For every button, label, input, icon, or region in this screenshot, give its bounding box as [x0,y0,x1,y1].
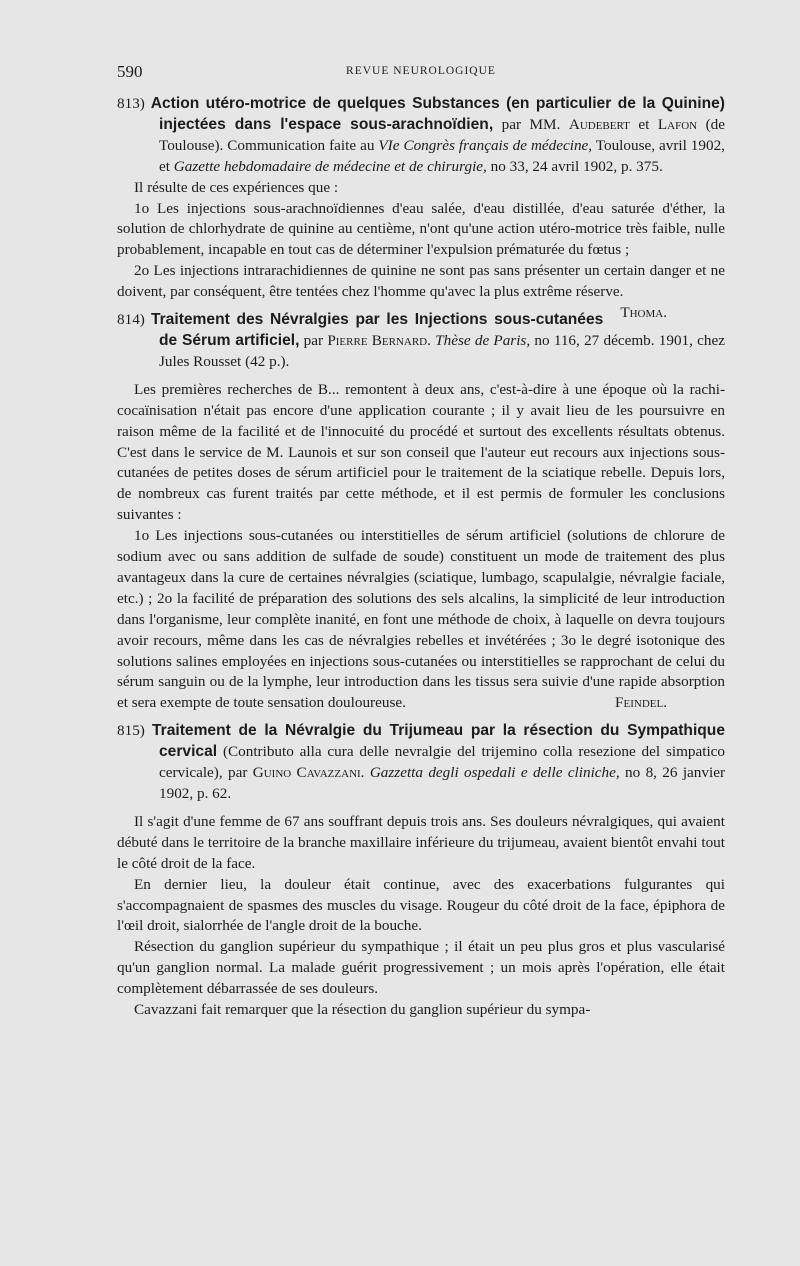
signature: Thoma. [620,304,667,322]
author-name: Audebert [568,115,630,133]
paragraph: Il s'agit d'une femme de 67 ans souffrant depuis trois ans. Ses douleurs névralgiques, qui avaient débuté dans le territoire de la branche maxillaire inférieure du trijumeau, avaient bientôt envahi tout le côté droit de la face. [117,812,725,872]
reference-journal: Gazette hebdomadaire de médecine et de chirurgie, [173,157,487,175]
paragraph-text: 1o Les injections sous-cutanées ou interstitielles de sérum artificiel (solutions de chlorure de sodium avec ou sans addition de sulfade de soude) constituent un mode de traitement des plus avantageux dans la cure de certaines névralgies (sciatique, lumbago, scapulalgie, névralgie faciale, etc.) ; 2o la facilité de préparation des solutions des sels alcalins, la simplicité de leur introduction dans l'organisme, leur complète inanité, en font une méthode de choix, à laquelle on devra toujours avoir recours, même dans les cas de névralgies rebelles et invétérées ; 3o le degré isotonique des solutions salines employées en injections sous-cutanées ou interstitielles se rapprochant de celui du sérum sanguin ou de la lymphe, leur introduction dans les tissus sera suivie d'une rapide absorption et sera exempte de toute sensation douloureuse. [117,527,725,712]
authors-prefix: par [299,331,328,349]
paragraph: 1o Les injections sous-arachnoïdiennes d'eau salée, d'eau distillée, d'eau saturée d'éther, la solution de chlorhydrate de quinine au centième, n'ont qu'une action utéro-motrice très faible, nulle probablement, incapable en tout cas de déterminer l'expulsion prématurée du fœtus ; [117,199,725,259]
article-number: 813) [117,95,145,112]
paragraph-text: 2o Les injections intrarachidiennes de quinine ne sont pas sans présenter un certain danger et ne doivent, par conséquent, être tentées chez l'homme qu'avec la plus extrême réserve. [117,262,725,301]
page-number: 590 [117,62,143,81]
article-title: Action utéro-motrice de quelques Substances (en particulier de la Quinine) injectées dans l'espace sous-arachnoïdien, [150,95,725,133]
paragraph: Les premières recherches de B... remontent à deux ans, c'est-à-dire à une époque où la rachi-cocaïnisation n'était pas encore d'une application courante ; il y avait lieu de les poursuivre en raison même de la facilité et de l'innocuité du procédé et surtout des excellents résultats obtenus. C'est dans le service de M. Launois et sur son conseil que l'auteur eut recours aux injections sous-cutanées de petites doses de sérum artificiel pour le traitement de la sciatique rebelle. Depuis lors, de nombreux cas furent traités par cette méthode, et il est permis de formuler les conclusions suivantes : [117,380,725,524]
article-815 [117,721,725,1021]
running-title: REVUE NEUROLOGIQUE [346,65,496,77]
paragraph: Cavazzani fait remarquer que la résection du ganglion supérieur du sympa- [134,1001,591,1019]
article-number: 815) [117,722,145,740]
reference-journal: Thèse de Paris, [430,331,531,349]
reference-journal: Gazzetta degli ospedali e delle cliniche, [364,764,620,782]
author-name: Lafon [657,115,698,133]
authors-prefix: (Contributo alla cura delle nevralgie del trijemino colla resezione del simpatico cervicale), par [159,743,725,782]
paragraph: Il résulte de ces expériences que : [134,178,339,196]
author-name: Pierre Bernard. [327,331,431,349]
reference-journal: VIe Congrès français de médecine, [378,136,593,154]
reference-details: no 8, 26 janvier 1902, p. 62. [159,764,726,802]
page-header [117,62,725,84]
reference-details: no 116, 27 décemb. 1901, chez Jules Rousset (42 p.). [159,331,725,370]
paragraph [117,526,725,714]
article-814 [117,310,725,714]
paragraph: En dernier lieu, la douleur était continue, avec des exacerbations fulgurantes qui s'accompagnaient de spasmes des muscles du visage. Rougeur du côté droit de la face, épiphora de l'œil droit, sialorrhée de l'angle droit de la bouche. [117,875,725,935]
article-number: 814) [117,311,145,329]
article-title: Traitement des Névralgies par les Injections sous-cutanées de Sérum artificiel, [150,311,604,349]
paragraph: Résection du ganglion supérieur du sympathique ; il était un peu plus gros et plus vascularisé qu'un ganglion normal. La malade guérit progressivement ; un mois après l'opération, elle était complètement débarrassée de ses douleurs. [117,938,725,998]
page-content [117,94,725,1028]
article-title: Traitement de la Névralgie du Trijumeau par la résection du Sympathique cervical [151,722,726,761]
authors-prefix: par MM. [493,115,569,133]
reference-text: (de Toulouse). Communication faite au [159,115,725,154]
signature: Feindel. [615,694,667,712]
article-heading [117,94,725,178]
authors-connector: et [629,115,658,133]
article-heading [117,721,725,805]
author-name: Guino Cavazzani. [252,764,365,782]
reference-details: no 33, 24 avril 1902, p. 375. [486,157,663,175]
reference-text: Toulouse, avril 1902, et [159,136,725,175]
